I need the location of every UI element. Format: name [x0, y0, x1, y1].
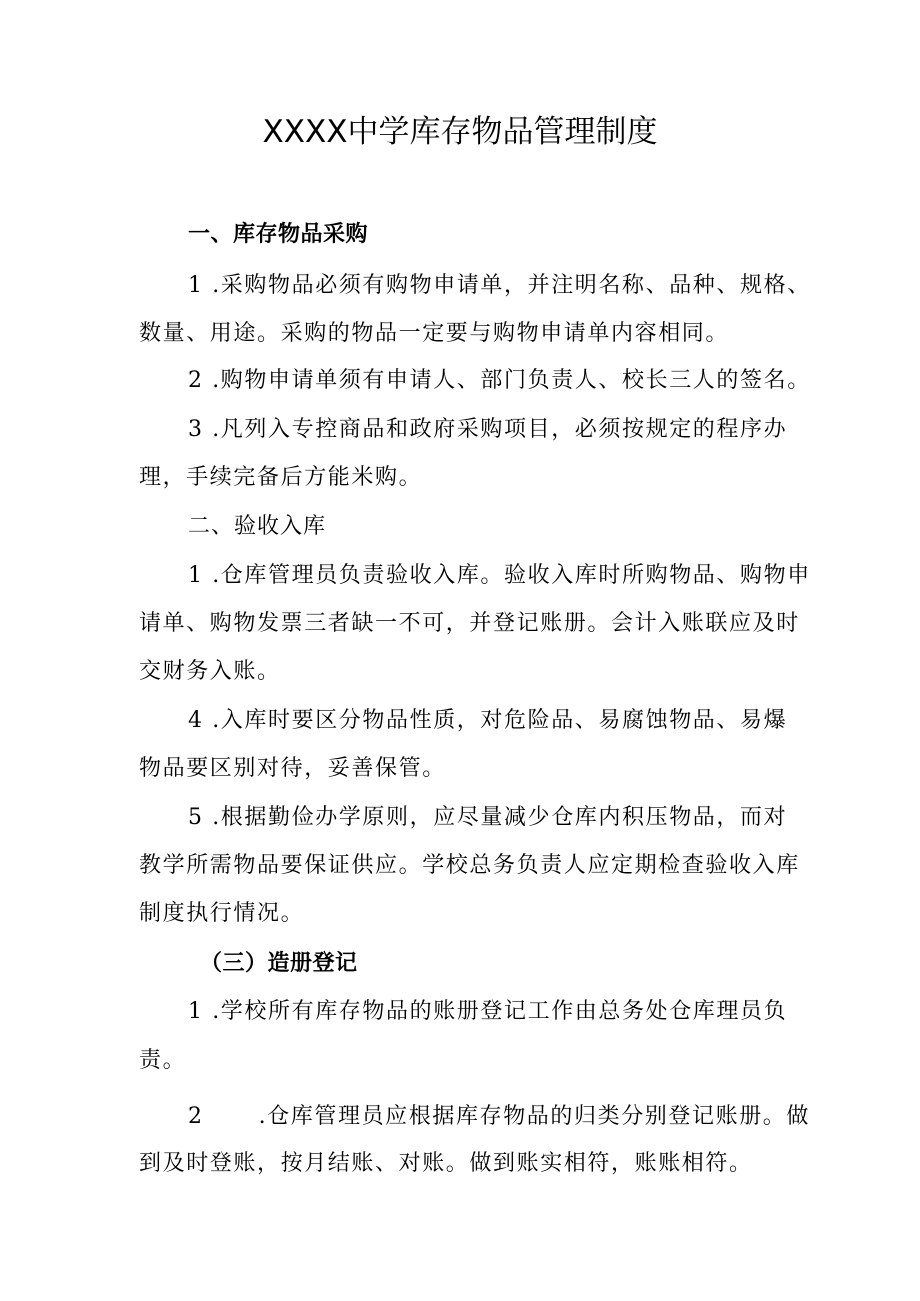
item-number: 2 — [188, 1104, 204, 1129]
paragraph-line — [188, 1101, 810, 1133]
paragraph-line: 交财务入账。 — [139, 659, 281, 684]
paragraph-line: 责。 — [139, 1048, 187, 1073]
section-heading: 二、验收入库 — [188, 514, 327, 539]
paragraph-line — [188, 270, 811, 302]
paragraph-line — [188, 560, 811, 592]
item-number: 1 — [188, 999, 204, 1024]
paragraph-line: 教学所需物品要保证供应。学校总务负责人应定期检查验收入库 — [139, 853, 800, 878]
item-text: .购物申请单须有申请人、部门负责人、校长三人的签名。 — [212, 368, 811, 393]
item-number: 3 — [188, 417, 204, 442]
paragraph-line: 理，手续完备后方能米购。 — [139, 465, 423, 490]
paragraph-line — [188, 414, 787, 446]
paragraph-line: 数量、用途。采购的物品一定要与购物申请单内容相同。 — [139, 321, 730, 346]
item-text: .采购物品必须有购物申请单，并注明名称、品种、规格、 — [212, 273, 811, 298]
paragraph-line — [188, 365, 811, 397]
section-heading: 一、库存物品采购 — [188, 222, 369, 247]
paragraph-line: 物品要区别对待，妥善保管。 — [139, 756, 446, 781]
section-heading: （三）造册登记 — [200, 951, 358, 976]
item-number: 1 — [188, 273, 204, 298]
paragraph-line: 制度执行情况。 — [139, 901, 305, 926]
item-text: .学校所有库存物品的账册登记工作由总务处仓库理员负 — [212, 999, 788, 1024]
document-title: XXXX中学库存物品管理制度 — [262, 114, 658, 150]
paragraph-line: 请单、购物发票三者缺一不可，并登记账册。会计入账联应及时 — [139, 611, 800, 636]
item-text: .入库时要区分物品性质，对危险品、易腐蚀物品、易爆 — [212, 708, 788, 733]
paragraph-line: 到及时登账，按月结账、对账。做到账实相符，账账相符。 — [139, 1151, 753, 1176]
paragraph-line — [188, 802, 787, 834]
item-text: .仓库管理员应根据库存物品的归类分别登记账册。做 — [258, 1104, 810, 1129]
item-number: 2 — [188, 368, 204, 393]
item-text: .仓库管理员负责验收入库。验收入库时所购物品、购物申 — [212, 563, 811, 588]
paragraph-line — [188, 705, 787, 737]
item-text: .根据勤俭办学原则，应尽量减少仓库内积压物品，而对 — [212, 805, 788, 830]
paragraph-line — [188, 996, 787, 1028]
item-number: 4 — [188, 708, 204, 733]
item-text: .凡列入专控商品和政府采购项目，必须按规定的程序办 — [212, 417, 788, 442]
item-number: 5 — [188, 805, 204, 830]
item-number: 1 — [188, 563, 204, 588]
